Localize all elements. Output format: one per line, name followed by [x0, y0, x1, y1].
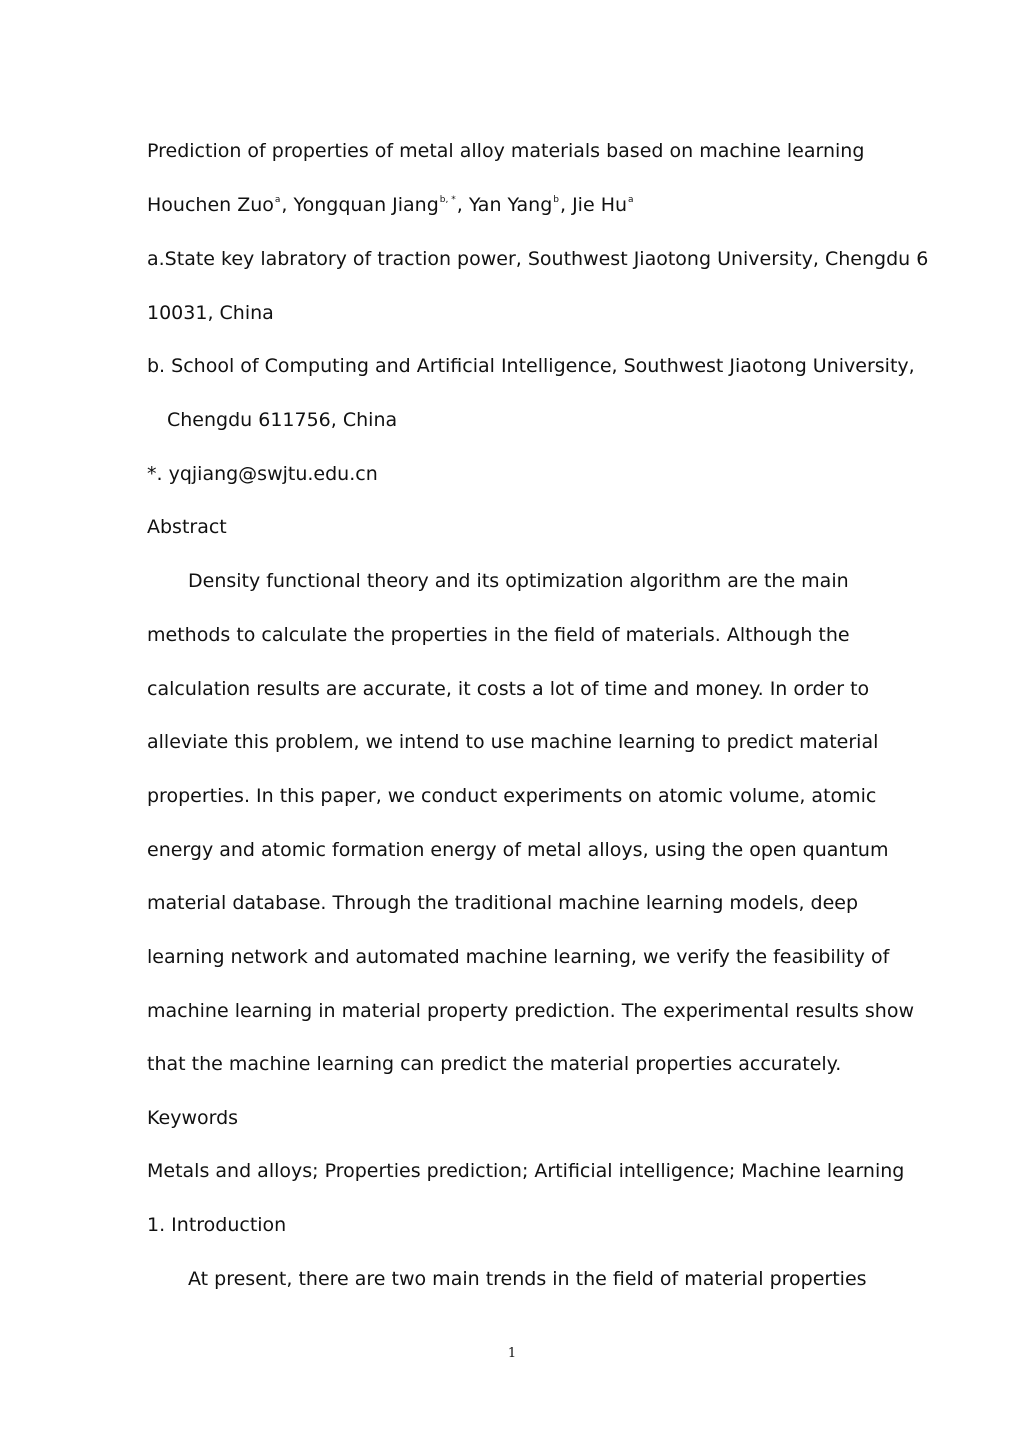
affiliation-b-line: b. School of Computing and Artificial Intelligence, Southwest Jiaotong University,: [147, 355, 915, 377]
introduction-line: At present, there are two main trends in the field of material properties: [188, 1268, 867, 1290]
affiliation-a-line: a.State key labratory of traction power, Southwest Jiaotong University, Chengdu 6: [147, 248, 929, 270]
keywords-heading: Keywords: [147, 1107, 239, 1129]
abstract-line: energy and atomic formation energy of metal alloys, using the open quantum: [147, 839, 889, 861]
abstract-line: that the machine learning can predict the material properties accurately.: [147, 1053, 842, 1075]
author-separator: ,: [281, 194, 294, 216]
corresponding-email: *. yqjiang@swjtu.edu.cn: [147, 463, 378, 485]
author-name: Jie Hu: [572, 194, 628, 216]
abstract-line: calculation results are accurate, it costs a lot of time and money. In order to: [147, 678, 870, 700]
abstract-line: material database. Through the traditional machine learning models, deep: [147, 892, 859, 914]
abstract-line: machine learning in material property prediction. The experimental results show: [147, 1000, 914, 1022]
author-separator: ,: [559, 194, 573, 216]
author-list: [147, 193, 635, 217]
author-affiliation-mark: a: [274, 195, 281, 205]
affiliation-a-line: 10031, China: [147, 302, 274, 324]
author-affiliation-mark: a: [628, 195, 634, 205]
abstract-heading: Abstract: [147, 516, 227, 538]
introduction-heading: 1. Introduction: [147, 1214, 287, 1236]
abstract-line: Density functional theory and its optimization algorithm are the main: [188, 570, 849, 592]
author-affiliation-mark: b, *: [439, 195, 456, 205]
paper-title: Prediction of properties of metal alloy materials based on machine learning: [147, 140, 865, 162]
author-name: Yongquan Jiang: [293, 194, 439, 216]
abstract-line: methods to calculate the properties in the field of materials. Although the: [147, 624, 850, 646]
abstract-line: alleviate this problem, we intend to use machine learning to predict material: [147, 731, 879, 753]
author-name: Yan Yang: [468, 194, 553, 216]
keywords-text: Metals and alloys; Properties prediction; Artificial intelligence; Machine learning: [147, 1160, 905, 1182]
author-affiliation-mark: b: [553, 195, 559, 205]
page-number: 1: [507, 1346, 517, 1361]
affiliation-b-line: Chengdu 611756, China: [167, 409, 398, 431]
abstract-line: properties. In this paper, we conduct experiments on atomic volume, atomic: [147, 785, 877, 807]
author-name: Houchen Zuo: [147, 194, 274, 216]
author-separator: ,: [456, 194, 469, 216]
abstract-line: learning network and automated machine learning, we verify the feasibility of: [147, 946, 890, 968]
